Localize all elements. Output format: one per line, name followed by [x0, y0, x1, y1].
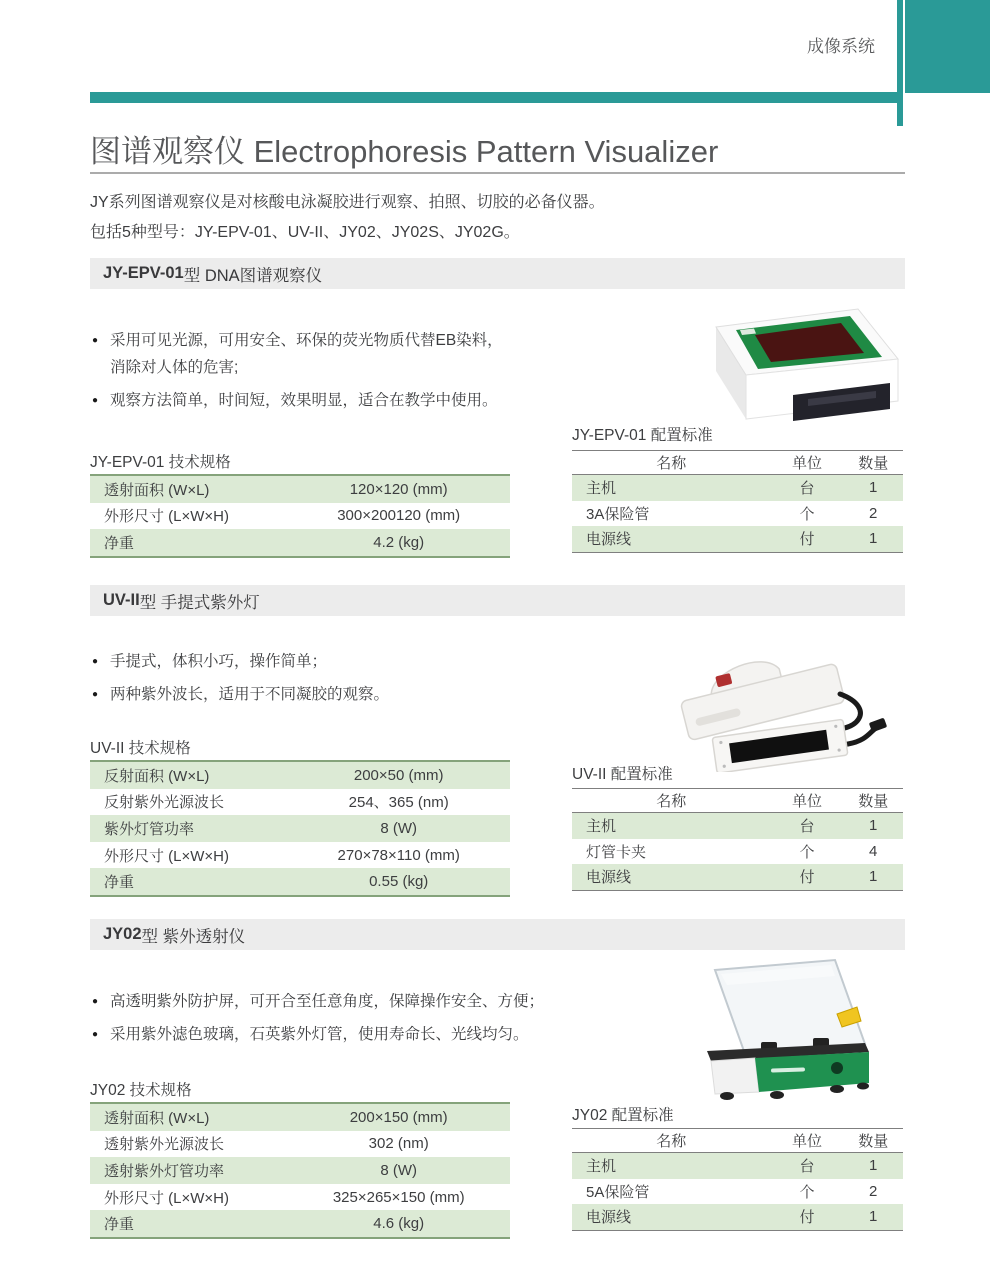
config-table-title: JY-EPV-01 配置标准 [572, 427, 713, 444]
teal-header-bar [90, 92, 897, 103]
spec-label: 净重 [104, 1216, 135, 1234]
config-item-qty: 2 [869, 1182, 878, 1200]
product-image-jy-epv-01 [658, 297, 903, 429]
spec-table-title: JY-EPV-01 技术规格 [90, 454, 231, 471]
spec-row [90, 1157, 510, 1184]
spec-row [90, 503, 510, 530]
spec-value: 270×78×110 (mm) [337, 846, 460, 864]
config-row [572, 526, 903, 552]
bullet-text: 高透明紫外防护屏，可开合至任意角度，保障操作安全、方便； [110, 993, 545, 1010]
spec-value: 4.6 (kg) [373, 1215, 425, 1233]
spec-row [90, 762, 510, 789]
spec-table-title: JY02 技术规格 [90, 1082, 192, 1099]
section-header-text: 型 DNA图谱观察仪 [183, 266, 323, 285]
spec-value: 120×120 (mm) [349, 480, 448, 498]
config-item-unit: 台 [799, 818, 815, 836]
bullet-item [92, 327, 537, 381]
feature-bullets-jy02 [92, 988, 652, 1054]
config-item-qty: 1 [869, 1157, 878, 1175]
title-divider [90, 172, 905, 174]
spec-table-title: UV-II 技术规格 [90, 740, 191, 757]
spec-row [90, 842, 510, 869]
section-model-name: JY02 [103, 925, 142, 943]
bullet-item [92, 387, 537, 414]
spec-label: 透射面积 (W×L) [104, 1109, 210, 1127]
config-item-unit: 个 [799, 1183, 815, 1201]
config-table-title: JY02 配置标准 [572, 1107, 674, 1124]
feature-bullets-uv-ii [92, 648, 612, 714]
bullet-item [92, 681, 612, 708]
config-header-row [572, 788, 903, 813]
config-table-jy02 [572, 1128, 903, 1231]
config-item-unit: 个 [799, 505, 815, 523]
spec-label: 透射面积 (W×L) [104, 481, 210, 499]
spec-value: 200×150 (mm) [349, 1108, 448, 1126]
spec-row [90, 1184, 510, 1211]
bullet-dot-icon: ● [92, 689, 99, 700]
config-item-name: 电源线 [586, 869, 632, 887]
config-table-title: UV-II 配置标准 [572, 766, 673, 783]
spec-value: 254、365 (nm) [348, 794, 449, 812]
spec-row [90, 1104, 510, 1131]
config-header-row [572, 1128, 903, 1153]
spec-row [90, 1210, 510, 1237]
config-header-unit: 单位 [791, 1133, 822, 1150]
config-item-qty: 1 [869, 530, 878, 548]
intro-paragraph [90, 188, 605, 248]
bullet-text: 两种紫外波长，适用于不同凝胶的观察。 [110, 686, 390, 703]
teal-vertical-rule [897, 0, 903, 126]
config-header-qty: 数量 [858, 1133, 889, 1150]
spec-value: 8 (W) [380, 1161, 418, 1179]
spec-value: 302 (nm) [368, 1135, 429, 1153]
bullet-text: 采用可见光源，可用安全、环保的荧光物质代替EB染料， [110, 332, 503, 349]
config-header-unit: 单位 [791, 793, 822, 810]
config-item-unit: 台 [799, 480, 815, 498]
config-table-uv-ii [572, 788, 903, 891]
bullet-item [92, 988, 652, 1015]
bullet-text: 消除对人体的危害; [110, 359, 239, 376]
spec-label: 透射紫外光源波长 [104, 1136, 225, 1154]
spec-row [90, 815, 510, 842]
config-item-qty: 4 [869, 842, 878, 860]
spec-row [90, 529, 510, 556]
spec-label: 净重 [104, 534, 135, 552]
spec-value: 0.55 (kg) [369, 873, 429, 891]
spec-value: 8 (W) [380, 819, 418, 837]
spec-label: 反射面积 (W×L) [104, 767, 210, 785]
config-item-unit: 付 [799, 869, 815, 887]
spec-value: 325×265×150 (mm) [332, 1188, 465, 1206]
config-row [572, 1153, 903, 1179]
config-item-name: 5A保险管 [586, 1183, 650, 1201]
spec-label: 净重 [104, 874, 135, 892]
spec-table-jy02 [90, 1102, 510, 1239]
spec-row [90, 868, 510, 895]
config-item-name: 灯管卡夹 [586, 843, 647, 861]
config-header-unit: 单位 [791, 455, 822, 472]
config-header-name: 名称 [656, 793, 687, 810]
spec-row [90, 476, 510, 503]
bullet-item [92, 1021, 652, 1048]
spec-row [90, 1131, 510, 1158]
spec-label: 外形尺寸 (L×W×H) [104, 847, 230, 865]
config-row [572, 813, 903, 839]
config-header-row [572, 450, 903, 475]
teal-corner-block [905, 0, 990, 93]
bullet-dot-icon: ● [92, 996, 99, 1007]
spec-label: 透射紫外灯管功率 [104, 1162, 225, 1180]
feature-bullets-jy-epv-01 [92, 327, 537, 420]
config-item-name: 3A保险管 [586, 505, 650, 523]
config-item-name: 主机 [586, 480, 617, 498]
config-item-qty: 1 [869, 868, 878, 886]
section-header-jy-epv-01 [90, 258, 905, 289]
config-item-name: 电源线 [586, 1209, 632, 1227]
config-row [572, 1204, 903, 1230]
config-header-qty: 数量 [858, 793, 889, 810]
spec-value: 300×200120 (mm) [337, 507, 461, 525]
product-image-uv-ii [662, 624, 894, 772]
bullet-dot-icon: ● [92, 1029, 99, 1040]
config-table-jy-epv-01 [572, 450, 903, 553]
config-item-name: 电源线 [586, 531, 632, 549]
bullet-dot-icon: ● [92, 656, 99, 667]
bullet-text: 观察方法简单，时间短，效果明显，适合在教学中使用。 [110, 392, 498, 409]
config-item-unit: 付 [799, 1209, 815, 1227]
config-item-qty: 1 [869, 1208, 878, 1226]
config-item-unit: 台 [799, 1158, 815, 1176]
config-item-name: 主机 [586, 1158, 617, 1176]
section-model-name: UV-II [103, 591, 140, 609]
spec-table-jy-epv-01 [90, 474, 510, 558]
intro-line-1: JY系列图谱观察仪是对核酸电泳凝胶进行观察、拍照、切胶的必备仪器。 [90, 194, 605, 211]
config-row [572, 864, 903, 890]
config-header-name: 名称 [656, 1133, 687, 1150]
spec-label: 紫外灯管功率 [104, 820, 195, 838]
section-model-name: JY-EPV-01 [103, 264, 184, 282]
config-item-unit: 个 [799, 843, 815, 861]
config-row [572, 839, 903, 865]
spec-label: 外形尺寸 (L×W×H) [104, 508, 230, 526]
config-header-qty: 数量 [858, 455, 889, 472]
spec-row [90, 789, 510, 816]
config-item-unit: 付 [799, 531, 815, 549]
spec-label: 外形尺寸 (L×W×H) [104, 1189, 230, 1207]
section-header-jy02 [90, 919, 905, 950]
bullet-text: 采用紫外滤色玻璃，石英紫外灯管，使用寿命长、光线均匀。 [110, 1026, 529, 1043]
config-header-name: 名称 [656, 455, 687, 472]
product-image-jy02 [685, 952, 895, 1107]
config-row [572, 475, 903, 501]
section-header-text: 型 手提式紫外灯 [139, 593, 260, 612]
spec-value: 200×50 (mm) [353, 766, 444, 784]
bullet-dot-icon: ● [92, 395, 99, 406]
page-category-label: 成像系统 [807, 37, 875, 56]
page-title: 图谱观察仪 Electrophoresis Pattern Visualizer [90, 134, 719, 169]
bullet-item [92, 648, 612, 675]
config-row [572, 1179, 903, 1205]
intro-line-2: 包括5种型号：JY-EPV-01、UV-II、JY02、JY02S、JY02G。 [90, 224, 520, 241]
section-header-uv-ii [90, 585, 905, 616]
config-item-qty: 1 [869, 479, 878, 497]
spec-value: 4.2 (kg) [373, 533, 425, 551]
bullet-dot-icon: ● [92, 335, 99, 346]
config-item-qty: 1 [869, 817, 878, 835]
spec-table-uv-ii [90, 760, 510, 897]
section-header-text: 型 紫外透射仪 [141, 927, 246, 946]
config-item-name: 主机 [586, 818, 617, 836]
config-item-qty: 2 [869, 504, 878, 522]
spec-label: 反射紫外光源波长 [104, 794, 225, 812]
config-row [572, 501, 903, 527]
bullet-text: 手提式，体积小巧，操作简单； [110, 653, 328, 670]
